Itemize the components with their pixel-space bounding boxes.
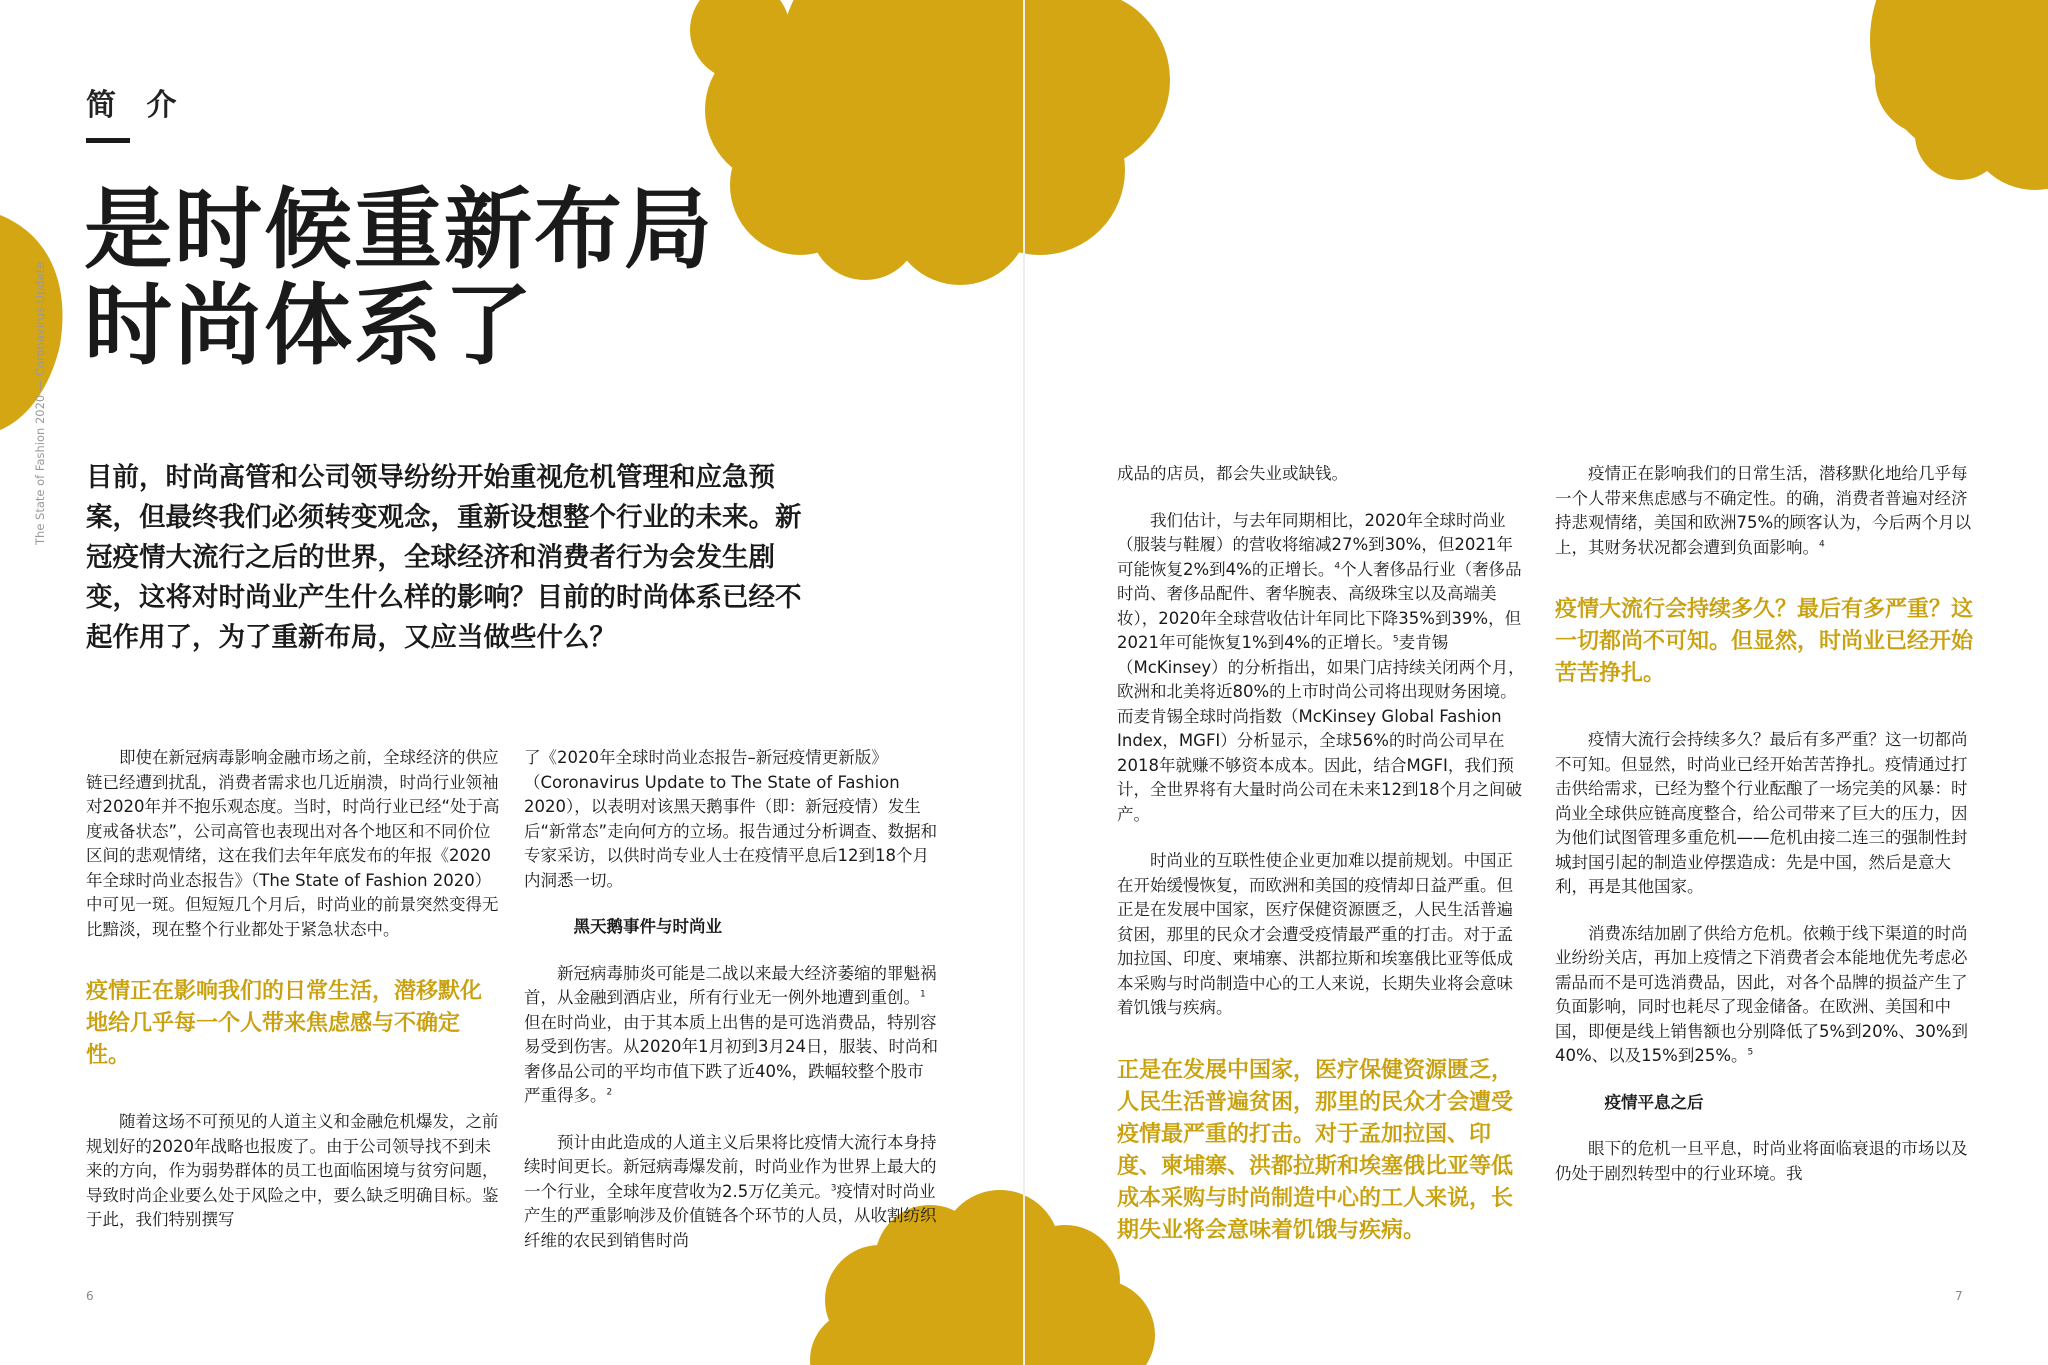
col2-p3-part-a: 预计由此造成的人道主义后果将比疫情大流行本身持续时间更长。新冠病毒爆发前，时尚业作为世界上最大的一个行业，全球年度营收为2.5万亿美元。 [524,1132,937,1201]
running-sidebar: The State of Fashion 2020 — Coronavirus Update [33,261,47,545]
col4-p3-text: 消费冻结加剧了供给方危机。依赖于线下渠道的时尚业纷纷关店，再加上疫情之下消费者会本能地优先考虑必需品而不是可选消费品，因此，对各个品牌的损益产生了负面影响，同时也耗尽了现金储备。在欧洲、美国和中国，即便是线上销售额也分别降低了5%到20%、30%到40%、以及15%到25%。 [1555,923,1969,1065]
column-1 [86,746,500,1233]
left-edge-blob [0,215,63,430]
col4-paragraph-1 [1555,462,1975,560]
col4-paragraph-4: 眼下的危机一旦平息，时尚业将面临衰退的市场以及仍处于剧烈转型中的行业环境。我 [1555,1139,1968,1183]
col3-p1-part-a: 我们估计，与去年同期相比，2020年全球时尚业（服装与鞋履）的营收将缩减27%到30%，但2021年可能恢复2%到4%的正增长。 [1117,510,1513,579]
section-label-underline [86,138,130,143]
col2-p3-part-b: 疫情对时尚业产生的严重影响涉及价值链各个环节的人员，从收割纺织纤维的农民到销售时尚 [524,1181,937,1250]
subhead-black-swan: 黑天鹅事件与时尚业 [573,917,722,936]
page-number-left: 6 [86,1289,94,1303]
column-4 [1555,462,1975,1186]
footnote-marker-1: 1 [920,989,926,1000]
col2-paragraph-2 [524,962,938,1109]
col1-paragraph-1: 即使在新冠病毒影响金融市场之前，全球经济的供应链已经遭到扰乱，消费者需求也几近崩溃，时尚行业领袖对2020年并不抱乐观态度。当时，时尚行业已经“处于高度戒备状态”，公司高管也表现出对各个地区和不同价位区间的悲观情绪，这在我们去年年底发布的年报《2020年全球时尚业态报告》（The State of Fashion 2020）中可见一斑。但短短几个月后，时尚业的前景突然变得无比黯淡，现在整个行业都处于紧急状态中。 [86,748,500,939]
top-right-blob [1870,0,2048,190]
section-label: 简 介 [86,88,187,123]
col4-p1-text: 疫情正在影响我们的日常生活，潜移默化地给几乎每一个人带来焦虑感与不确定性。的确，消费者普遍对经济持悲观情绪，美国和欧洲75%的顾客认为，今后两个月以上，其财务状况都会遭到负面影响。 [1555,464,1972,557]
col3-p1-part-b: 个人奢侈品行业（奢侈品时尚、奢侈品配件、奢华腕表、高级珠宝以及高端美妆），2020年全球营收估计年同比下降35%到39%，但2021年可能恢复1%到4%的正增长。 [1117,559,1522,652]
footnote-marker-3: 3 [830,1183,837,1193]
footnote-marker-5b: 5 [1747,1047,1754,1058]
col3-paragraph-2: 时尚业的互联性使企业更加难以提前规划。中国正在开始缓慢恢复，而欧洲和美国的疫情却日益严重。但正是在发展中国家，医疗保健资源匮乏，人民生活普遍贫困，那里的民众才会遭受疫情最严重的打击。对于孟加拉国、印度、柬埔寨、洪都拉斯和埃塞俄比亚等低成本采购与时尚制造中心的工人来说，长期失业将会意味着饥饿与疾病。 [1117,851,1513,1017]
footnote-marker-5: 5 [1392,634,1399,645]
col4-paragraph-3 [1555,922,1975,1069]
col4-paragraph-2: 疫情大流行会持续多久？最后有多严重？这一切都尚不可知。但显然，时尚业已经开始苦苦挣扎。疫情通过打击供给需求，已经为整个行业酝酿了一场完美的风暴：时尚业全球供应链高度整合，给公司带来了巨大的压力，因为他们试图管理多重危机——危机由接二连三的强制性封城封国引起的制造业停摆造成：先是中国，然后是意大利，再是其他国家。 [1555,730,1968,896]
page-gutter [1023,0,1025,1365]
column-2 [524,746,938,1253]
pull-quote-right-top: 疫情大流行会持续多久？最后有多严重？这一切都尚不可知。但显然，时尚业已经开始苦苦挣扎。 [1555,597,1974,686]
footnote-marker-2: 2 [606,1087,613,1098]
col2-paragraph-1: 了《2020年全球时尚业态报告–新冠疫情更新版》（Coronavirus Update to The State of Fashion 2020），以表明对该黑天鹅事件（即：新冠疫情）发生后“新常态”走向何方的立场。报告通过分析调查、数据和专家采访，以供时尚专业人士在疫情平息后12到18个月内洞悉一切。 [524,748,938,890]
col3-paragraph-0: 成品的店员，都会失业或缺钱。 [1117,464,1348,483]
pull-quote-right: 正是在发展中国家，医疗保健资源匮乏，人民生活普遍贫困，那里的民众才会遭受疫情最严重的打击。对于孟加拉国、印度、柬埔寨、洪都拉斯和埃塞俄比亚等低成本采购与时尚制造中心的工人来说，长期失业将会意味着饥饿与疾病。 [1117,1057,1514,1243]
title-line-2: 时尚体系了 [84,274,535,377]
pull-quote-left: 疫情正在影响我们的日常生活，潜移默化地给几乎每一个人带来焦虑感与不确定性。 [86,979,483,1068]
column-3 [1117,462,1527,1285]
col3-p1-part-c: 麦肯锡（McKinsey）的分析指出，如果门店持续关闭两个月，欧洲和北美将近80%的上市时尚公司将出现财务困境。而麦肯锡全球时尚指数（McKinsey Global Fashion Index，MGFI）分析显示，全球56%的时尚公司早在2018年就赚不够资本成本。因此，结合MGFI，我们预计，全世界将有大量时尚公司在未来12到18个月之间破产。 [1117,633,1525,824]
col2-paragraph-3 [524,1131,938,1254]
footnote-marker-4: 4 [1334,561,1341,571]
footnote-marker-4b: 4 [1819,539,1825,549]
title-line-1: 是时候重新布局 [84,178,715,281]
page-title [84,178,724,377]
col1-paragraph-2: 随着这场不可预见的人道主义和金融危机爆发，之前规划好的2020年战略也报废了。由于公司领导找不到未来的方向，作为弱势群体的员工也面临困境与贫穷问题，导致时尚企业要么处于风险之中，要么缺乏明确目标。鉴于此，我们特别撰写 [86,1112,499,1229]
subhead-after-pandemic: 疫情平息之后 [1604,1092,1704,1112]
col3-paragraph-1 [1117,509,1527,828]
col2-p2-part-a: 新冠病毒肺炎可能是二战以来最大经济萎缩的罪魁祸首，从金融到酒店业，所有行业无一例外地遭到重创。 [524,963,937,1007]
lede-paragraph: 目前，时尚高管和公司领导纷纷开始重视危机管理和应急预案，但最终我们必须转变观念，重新设想整个行业的未来。新冠疫情大流行之后的世界，全球经济和消费者行为会发生剧变，这将对时尚业产生什么样的影响？目前的时尚体系已经不起作用了，为了重新布局，又应当做些什么？ [86,462,802,653]
page-number-right: 7 [1955,1289,1963,1303]
col2-p2-part-b: 但在时尚业，由于其本质上出售的是可选消费品，特别容易受到伤害。从2020年1月初到3月24日，服装、时尚和奢侈品公司的平均市值下跌了近40%，跌幅较整个股市严重得多。 [524,1012,938,1105]
top-center-blob [690,0,1170,285]
